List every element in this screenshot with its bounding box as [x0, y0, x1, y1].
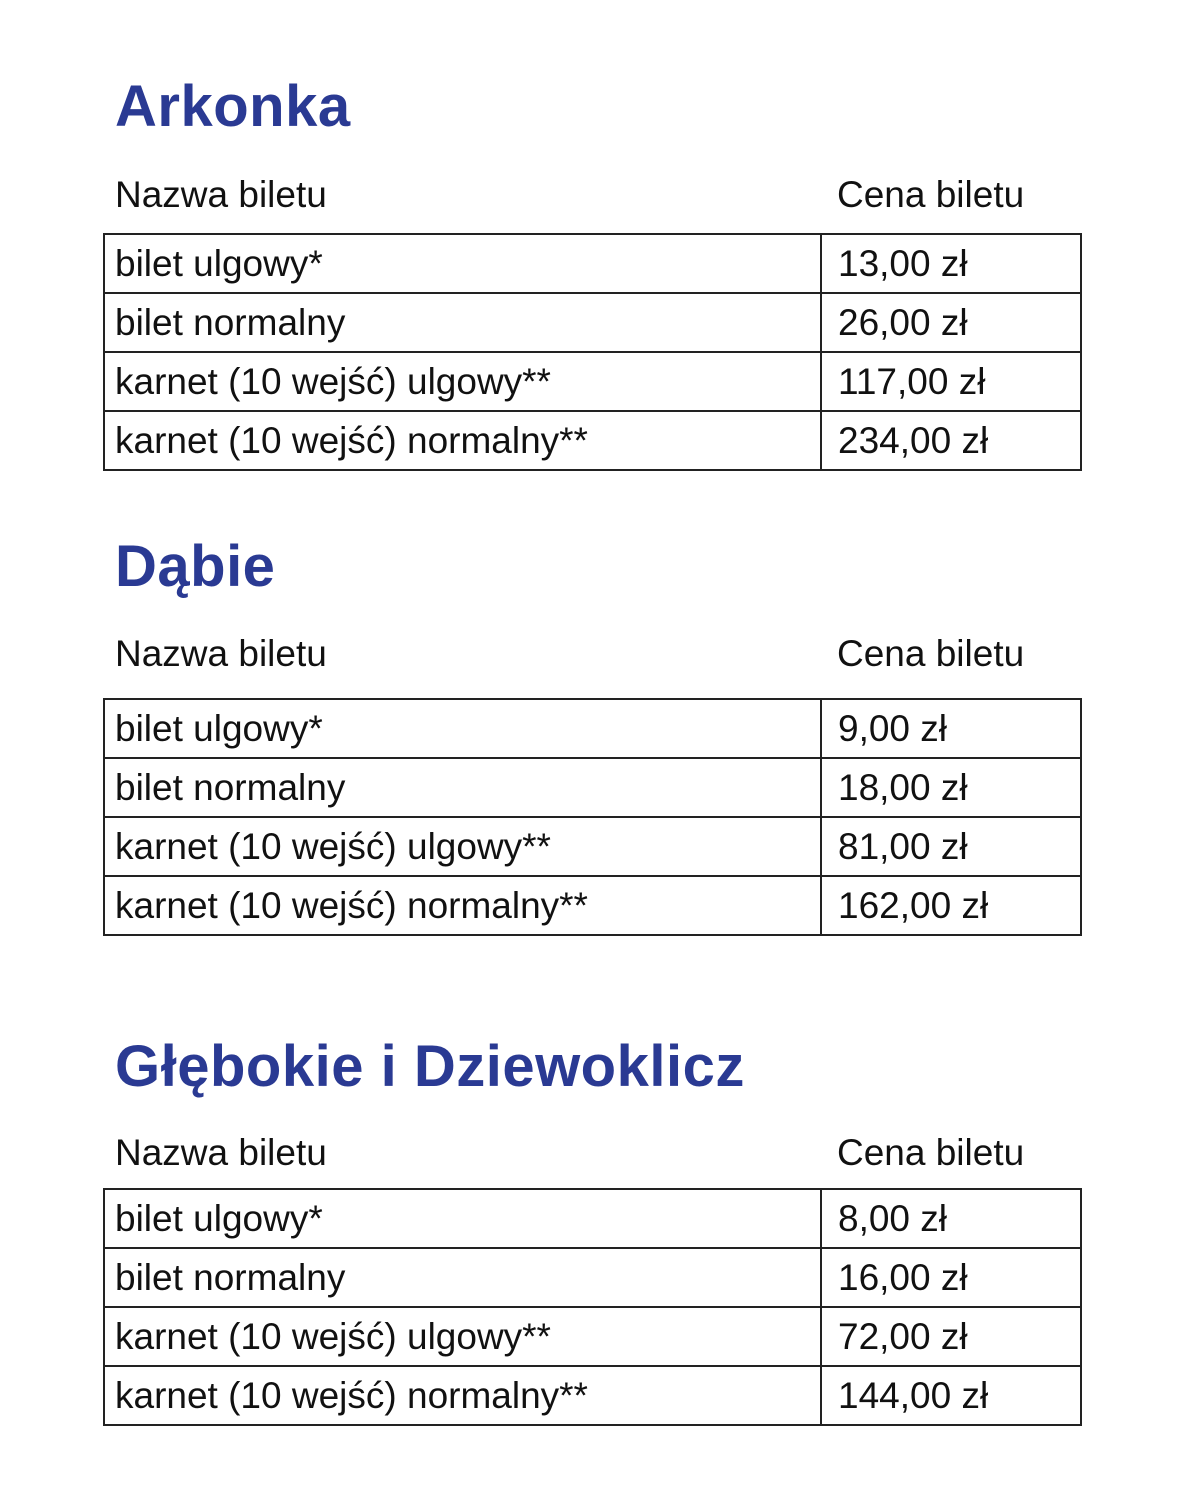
price-table [103, 1188, 1082, 1426]
column-header-price: Cena biletu [837, 174, 1025, 215]
ticket-price: 72,00 zł [821, 1307, 1081, 1366]
column-header-price: Cena biletu [837, 1132, 1025, 1173]
ticket-name: bilet ulgowy* [104, 1189, 821, 1248]
column-header-name: Nazwa biletu [115, 174, 327, 215]
price-table [103, 233, 1082, 471]
ticket-price: 117,00 zł [821, 352, 1081, 411]
ticket-name: karnet (10 wejść) ulgowy** [104, 1307, 821, 1366]
ticket-price: 8,00 zł [821, 1189, 1081, 1248]
table-row [104, 1248, 1081, 1307]
ticket-price: 81,00 zł [821, 817, 1081, 876]
column-header-name: Nazwa biletu [115, 633, 327, 674]
table-row [104, 876, 1081, 935]
table-row [104, 1307, 1081, 1366]
table-row [104, 817, 1081, 876]
ticket-price: 234,00 zł [821, 411, 1081, 470]
ticket-name: bilet ulgowy* [104, 699, 821, 758]
table-row [104, 699, 1081, 758]
section-title: Arkonka [115, 74, 351, 139]
ticket-price: 144,00 zł [821, 1366, 1081, 1425]
ticket-name: karnet (10 wejść) normalny** [104, 411, 821, 470]
section-title: Głębokie i Dziewoklicz [115, 1034, 745, 1099]
ticket-name: karnet (10 wejść) ulgowy** [104, 817, 821, 876]
ticket-name: bilet normalny [104, 293, 821, 352]
table-row [104, 293, 1081, 352]
table-row [104, 1189, 1081, 1248]
ticket-name: karnet (10 wejść) normalny** [104, 876, 821, 935]
ticket-price: 9,00 zł [821, 699, 1081, 758]
column-header-price: Cena biletu [837, 633, 1025, 674]
ticket-name: bilet ulgowy* [104, 234, 821, 293]
ticket-name: karnet (10 wejść) normalny** [104, 1366, 821, 1425]
ticket-name: karnet (10 wejść) ulgowy** [104, 352, 821, 411]
price-table [103, 698, 1082, 936]
table-row [104, 758, 1081, 817]
table-row [104, 411, 1081, 470]
table-row [104, 352, 1081, 411]
section-title: Dąbie [115, 534, 276, 599]
ticket-price: 162,00 zł [821, 876, 1081, 935]
ticket-name: bilet normalny [104, 758, 821, 817]
table-row [104, 1366, 1081, 1425]
table-row [104, 234, 1081, 293]
ticket-price: 26,00 zł [821, 293, 1081, 352]
ticket-price: 18,00 zł [821, 758, 1081, 817]
ticket-name: bilet normalny [104, 1248, 821, 1307]
ticket-price: 13,00 zł [821, 234, 1081, 293]
column-header-name: Nazwa biletu [115, 1132, 327, 1173]
ticket-price: 16,00 zł [821, 1248, 1081, 1307]
